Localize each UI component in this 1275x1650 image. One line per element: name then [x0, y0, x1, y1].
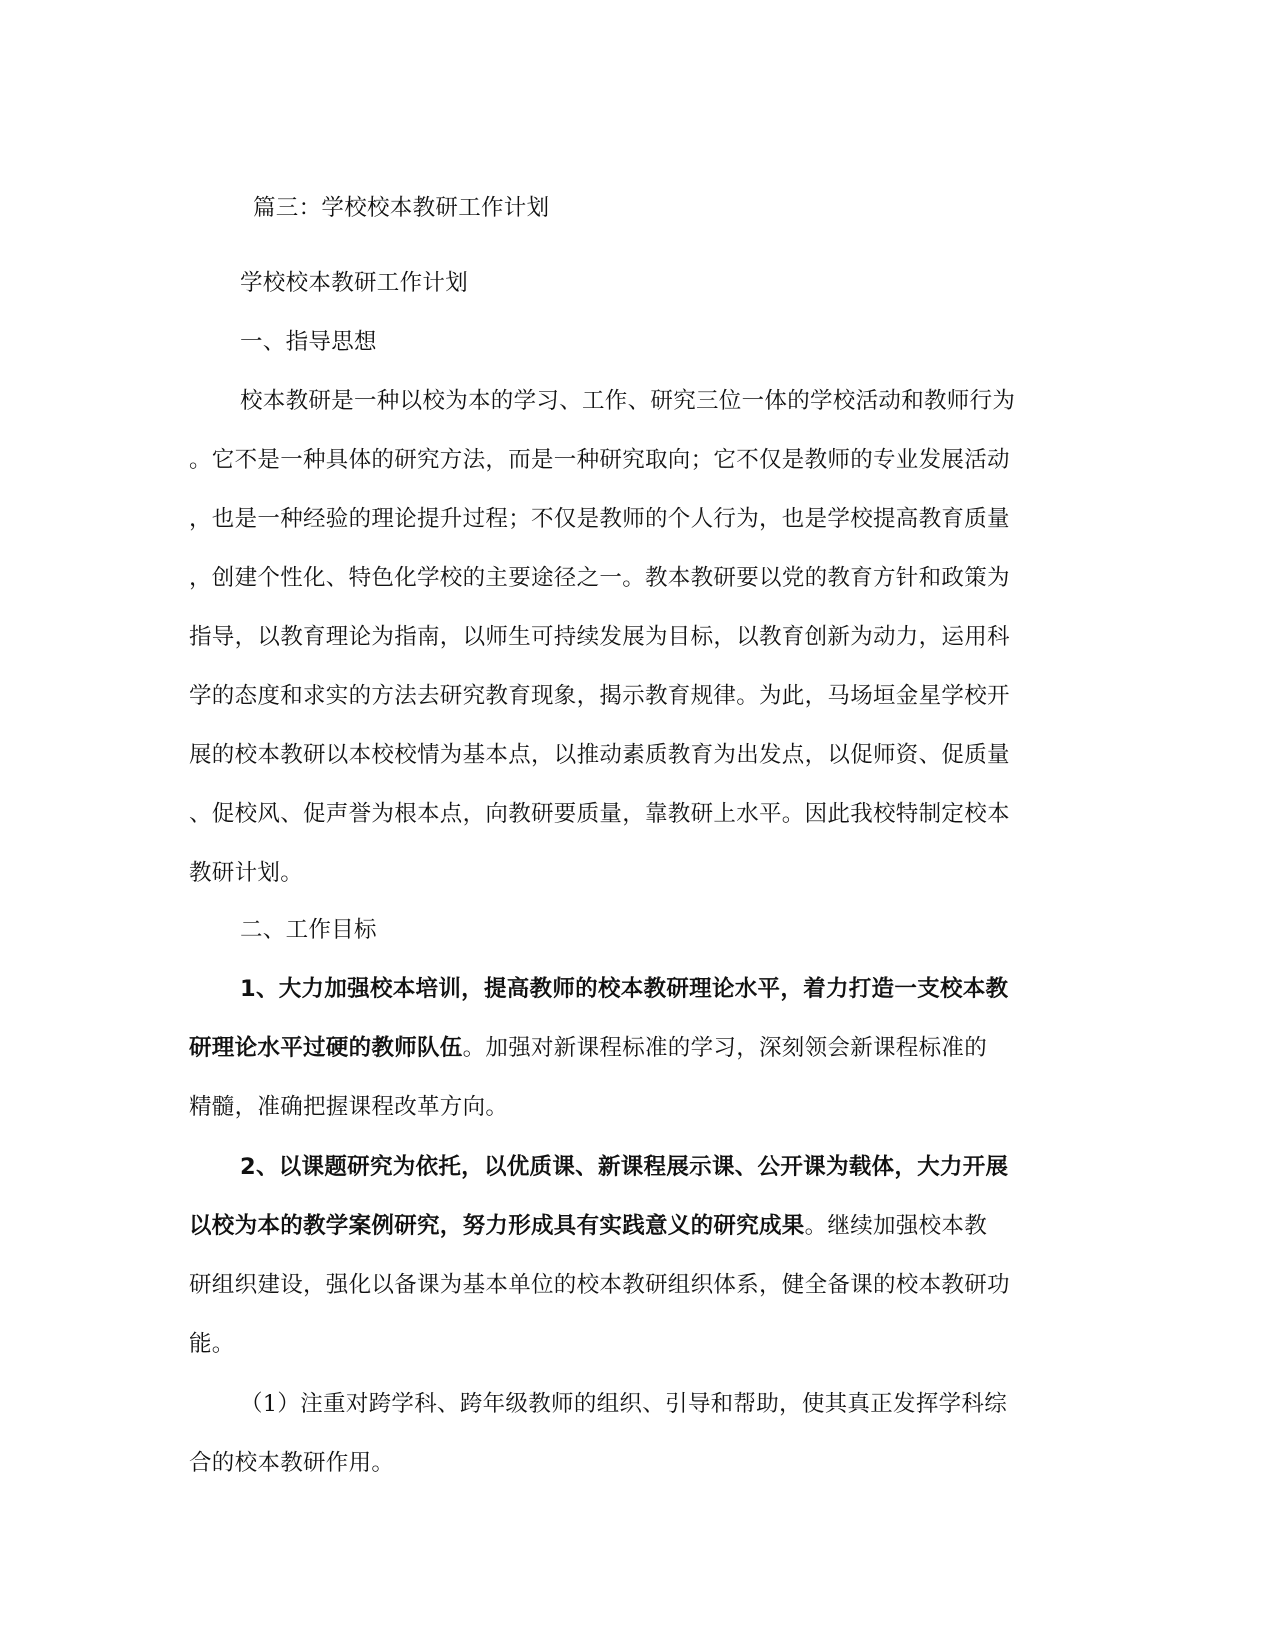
sub-item-1-line-2: 合的校本教研作用。 — [189, 1450, 395, 1476]
paragraph-line: 、促校风、促声誉为根本点，向教研要质量，靠教研上水平。因此我校特制定校本 — [189, 801, 1010, 827]
paragraph-line: 指导，以教育理论为指南，以师生可持续发展为目标，以教育创新为动力，运用科 — [189, 624, 1010, 650]
paragraph-line: 校本教研是一种以校为本的学习、工作、研究三位一体的学校活动和教师行为 — [240, 388, 1016, 414]
goal-2-line-1 — [189, 1138, 1089, 1197]
goal-1-bold-text: 1、大力加强校本培训，提高教师的校本教研理论水平，着力打造一支校本教 — [240, 976, 1009, 1002]
goal-2-line-2 — [189, 1197, 1089, 1256]
section-header: 篇三：学校校本教研工作计划 — [253, 195, 550, 221]
paragraph-guiding-ideology — [189, 372, 1089, 903]
paragraph-line: 。它不是一种具体的研究方法，而是一种研究取向；它不仅是教师的专业发展活动 — [189, 447, 1010, 473]
goal-1-line-2 — [189, 1019, 1089, 1078]
goal-1-line-3: 精髓，准确把握课程改革方向。 — [189, 1094, 509, 1120]
section-1-heading: 一、指导思想 — [240, 329, 377, 355]
goal-2-line-3: 研组织建设，强化以备课为基本单位的校本教研组织体系，健全备课的校本教研功 — [189, 1272, 1010, 1298]
goal-2-text: 。继续加强校本教 — [804, 1213, 988, 1239]
sub-item-1-paragraph — [189, 1375, 1089, 1493]
goal-2-bold-text: 以校为本的教学案例研究，努力形成具有实践意义的研究成果 — [189, 1213, 805, 1239]
goal-1-text: 。加强对新课程标准的学习，深刻领会新课程标准的 — [462, 1035, 988, 1061]
sub-item-1-line-1: （1）注重对跨学科、跨年级教师的组织、引导和帮助，使其真正发挥学科综 — [240, 1391, 1008, 1417]
paragraph-line: ，创建个性化、特色化学校的主要途径之一。教本教研要以党的教育方针和政策为 — [189, 565, 1010, 591]
section-2-heading: 二、工作目标 — [240, 917, 377, 943]
paragraph-line: 教研计划。 — [189, 860, 304, 886]
document-title: 学校校本教研工作计划 — [240, 270, 469, 296]
goal-2-line-4: 能。 — [189, 1331, 235, 1357]
goal-2-paragraph — [189, 1138, 1089, 1374]
goal-1-paragraph — [189, 960, 1089, 1137]
goal-2-bold-text: 2、以课题研究为依托，以优质课、新课程展示课、公开课为载体，大力开展 — [240, 1154, 1009, 1180]
goal-1-line-1 — [189, 960, 1089, 1019]
paragraph-line: ，也是一种经验的理论提升过程；不仅是教师的个人行为，也是学校提高教育质量 — [189, 506, 1010, 532]
paragraph-line: 展的校本教研以本校校情为基本点，以推动素质教育为出发点，以促师资、促质量 — [189, 742, 1010, 768]
goal-1-bold-text: 研理论水平过硬的教师队伍 — [189, 1035, 463, 1061]
paragraph-line: 学的态度和求实的方法去研究教育现象，揭示教育规律。为此，马场垣金星学校开 — [189, 683, 1010, 709]
